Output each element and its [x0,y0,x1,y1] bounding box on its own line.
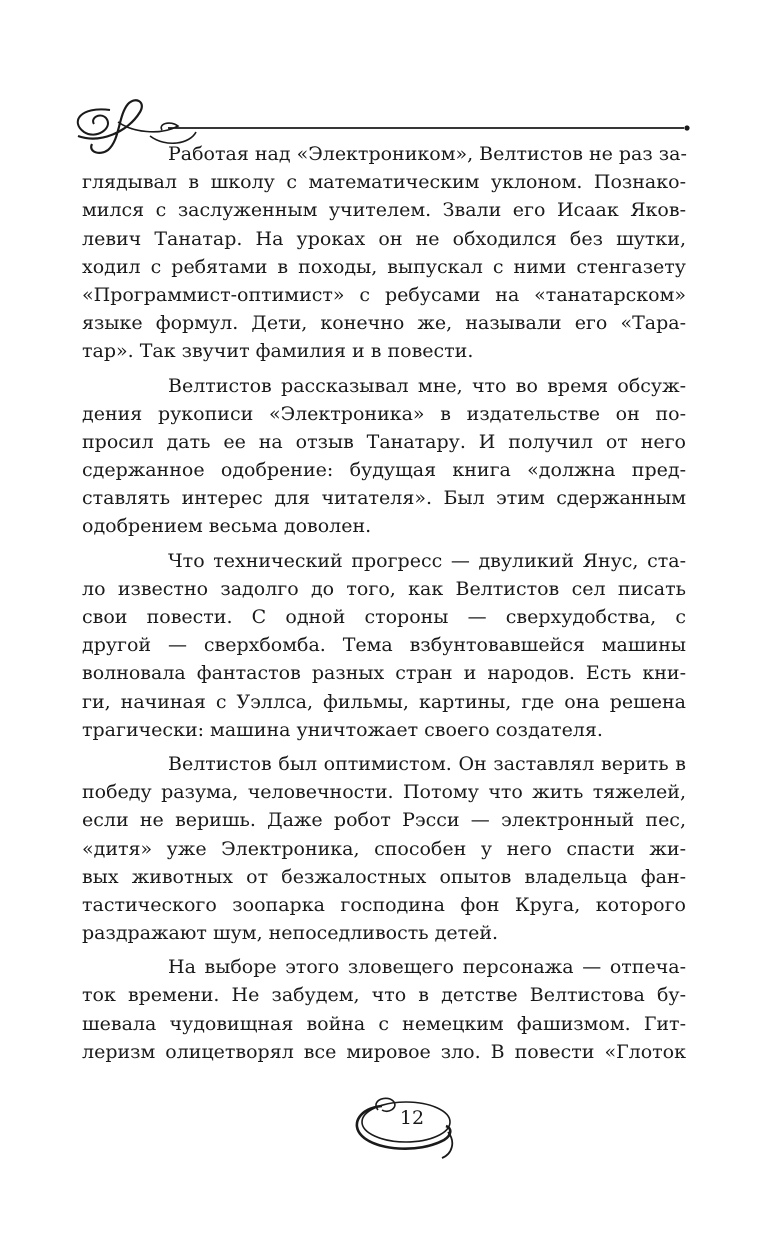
body-text [82,140,686,1072]
text-line: одобрением весьма доволен. [82,515,372,538]
text-line: сдержанное одобрение: будущая книга «должна пред- [82,459,686,482]
text-line: трагически: машина уничтожает своего создателя. [82,718,603,741]
paragraph [82,953,686,1066]
text-line: Велтистов рассказывал мне, что во время обсуж- [168,374,686,397]
text-line: Что технический прогресс — двуликий Янус, ста- [168,549,686,572]
text-line: «дитя» уже Электроника, способен у него спасти жи- [82,837,686,860]
text-line: дения рукописи «Электроника» в издательстве он по- [82,402,686,425]
text-line: Велтистов был оптимистом. Он заставлял верить в [168,752,686,775]
text-line: леризм олицетворял все мировое зло. В повести «Глоток [82,1040,686,1063]
text-line: раздражают шум, непоседливость детей. [82,922,499,945]
text-line: ги, начиная с Уэллса, фильмы, картины, где она решена [82,690,686,713]
text-line: просил дать ее на отзыв Танатару. И получил от него [82,430,686,453]
text-line: свои повести. С одной стороны — сверхудобства, с [82,606,686,628]
text-line: глядывал в школу с математическим уклоном. Познако- [82,171,686,194]
text-line: волновала фантастов разных стран и народов. Есть кни- [82,662,686,685]
text-line: языке формул. Дети, конечно же, называли его «Тара- [82,312,686,335]
text-line: ло известно задолго до того, как Велтистов сел писать [82,577,686,600]
text-line: «Программист-оптимист» с ребусами на «танатарском» [82,283,686,306]
text-line: если не веришь. Даже робот Рэсси — электронный пес, [82,809,686,832]
paragraph [82,547,686,744]
text-line: левич Танатар. На уроках он не обходился без шутки, [82,227,686,250]
text-line: Работая над «Электроником», Велтистов не раз за- [168,143,687,165]
text-line: ходил с ребятами в походы, выпускал с ними стенгазету [82,255,686,278]
text-line: тастического зоопарка господина фон Круга, которого [82,893,686,916]
paragraph [82,750,686,947]
text-line: тар». Так звучит фамилия и в повести. [82,340,474,363]
text-line: другой — сверхбомба. Тема взбунтовавшейся машины [82,634,686,657]
text-line: ток времени. Не забудем, что в детстве Велтистова бу- [82,984,686,1007]
page-number: 12 [399,1107,425,1129]
text-line: шевала чудовищная война с немецким фашизмом. Гит- [82,1012,686,1035]
text-line: мился с заслуженным учителем. Звали его Исаак Яков- [82,199,686,222]
text-line: ставлять интерес для читателя». Был этим сдержанным [82,487,686,510]
paragraph [82,372,686,541]
text-line: вых животных от безжалостных опытов владельца фан- [82,865,686,888]
text-line: На выборе этого зловещего персонажа — отпеча- [168,956,686,979]
paragraph [82,140,686,366]
text-line: победу разума, человечности. Потому что жить тяжелей, [82,781,686,804]
